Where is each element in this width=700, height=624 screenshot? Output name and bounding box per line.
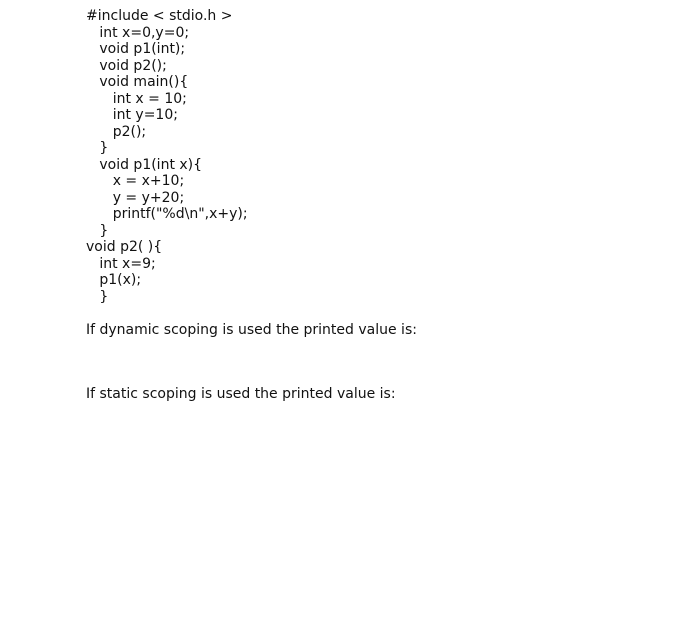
code-line: void p2( ){ [86,239,163,255]
code-line: int x = 10; [86,90,187,107]
code-line: } [86,288,109,305]
code-line: p1(x); [86,272,142,288]
question-dynamic-scoping: If dynamic scoping is used the printed value is: [86,322,417,338]
code-line: #include < stdio.h > [86,8,233,24]
question-static-scoping: If static scoping is used the printed value is: [86,386,396,402]
code-line: int x=9; [86,255,156,272]
code-line: void main(){ [86,74,189,90]
code-line: void p2(); [86,57,167,74]
code-line: void p1(int x){ [86,156,203,173]
code-line: } [86,140,109,156]
code-line: } [86,222,109,239]
code-line: p2(); [86,123,147,140]
code-line: y = y+20; [86,189,185,206]
code-line: int y=10; [86,107,178,123]
code-line: void p1(int); [86,41,186,57]
code-line: printf("%d\n",x+y); [86,206,248,222]
code-line: x = x+10; [86,173,185,189]
code-block [86,8,248,305]
code-line: int x=0,y=0; [86,24,190,41]
